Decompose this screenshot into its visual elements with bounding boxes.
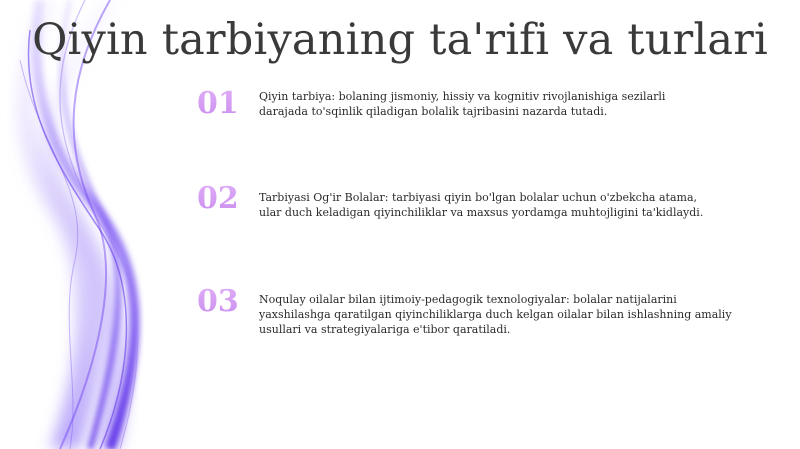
item-number: 02	[197, 181, 253, 217]
item-text-line: Qiyin tarbiya: bolaning jismoniy, hissiy va kognitiv rivojlanishiga sezilarli	[259, 90, 666, 103]
item-text-line: Noqulay oilalar bilan ijtimoiy-pedagogik texnologiyalar: bolalar natijalarini	[259, 293, 677, 306]
item-text-line: darajada to'sqinlik qiladigan bolalik tajribasini nazarda tutadi.	[259, 105, 608, 118]
item-number: 03	[197, 284, 253, 320]
list-item	[197, 181, 757, 241]
item-description	[259, 190, 759, 220]
list-item	[197, 86, 757, 146]
list-item	[197, 284, 757, 344]
item-text-line: Tarbiyasi Og'ir Bolalar: tarbiyasi qiyin bo'lgan bolalar uchun o'zbekcha atama,	[259, 191, 698, 204]
slide-title: Qiyin tarbiyaning ta'rifi va turlari	[32, 15, 768, 65]
item-text-line: yaxshilashga qaratilgan qiyinchiliklarga duch kelgan oilalar bilan ishlashning amaliy	[259, 308, 732, 321]
item-description	[259, 292, 759, 337]
item-description	[259, 89, 759, 119]
item-number: 01	[197, 86, 253, 122]
item-text-line: usullari va strategiyalariga e'tibor qaratiladi.	[259, 323, 511, 336]
item-text-line: ular duch keladigan qiyinchiliklar va maxsus yordamga muhtojligini ta'kidlaydi.	[259, 206, 704, 219]
